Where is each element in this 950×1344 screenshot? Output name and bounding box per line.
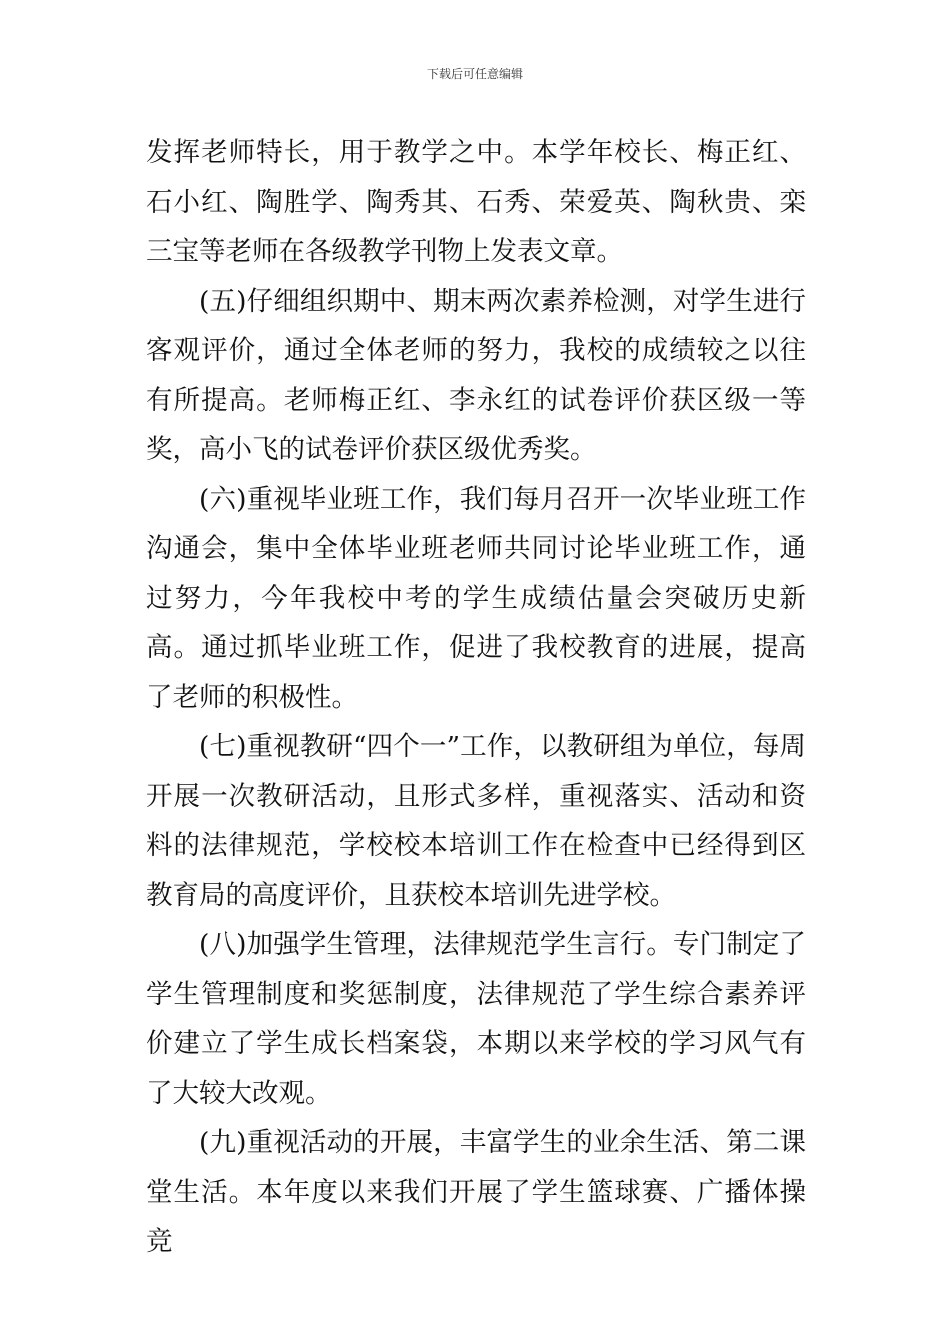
paragraph-continuation: 发挥老师特长，用于教学之中。本学年校长、梅正红、石小红、陶胜学、陶秀其、石秀、荣爱英、陶秋贵、栾三宝等老师在各级教学刊物上发表文章。 [146,137,806,267]
paragraph-section-5: (五)仔细组织期中、期末两次素养检测，对学生进行客观评价，通过全体老师的努力，我校的成绩较之以往有所提高。老师梅正红、李永红的试卷评价获区级一等奖，高小飞的试卷评价获区级优秀奖。 [146,285,806,465]
paragraph-section-6: (六)重视毕业班工作，我们每月召开一次毕业班工作沟通会，集中全体毕业班老师共同讨论毕业班工作，通过努力，今年我校中考的学生成绩估量会突破历史新高。通过抓毕业班工作，促进了我校教育的进展，提高了老师的积极性。 [146,483,806,713]
document-body [146,128,806,1267]
page-header: 下载后可任意编辑 [426,67,523,81]
paragraph-section-7: (七)重视教研“四个一”工作，以教研组为单位，每周开展一次教研活动，且形式多样，重视落实、活动和资料的法律规范，学校校本培训工作在检查中已经得到区教育局的高度评价，且获校本培训先进学校。 [146,731,806,911]
paragraph-section-9: (九)重视活动的开展，丰富学生的业余生活、第二课堂生活。本年度以来我们开展了学生篮球赛、广播体操竞 [146,1127,806,1257]
paragraph-section-8: (八)加强学生管理，法律规范学生言行。专门制定了学生管理制度和奖惩制度，法律规范了学生综合素养评价建立了学生成长档案袋，本期以来学校的学习风气有了大较大改观。 [146,929,806,1109]
